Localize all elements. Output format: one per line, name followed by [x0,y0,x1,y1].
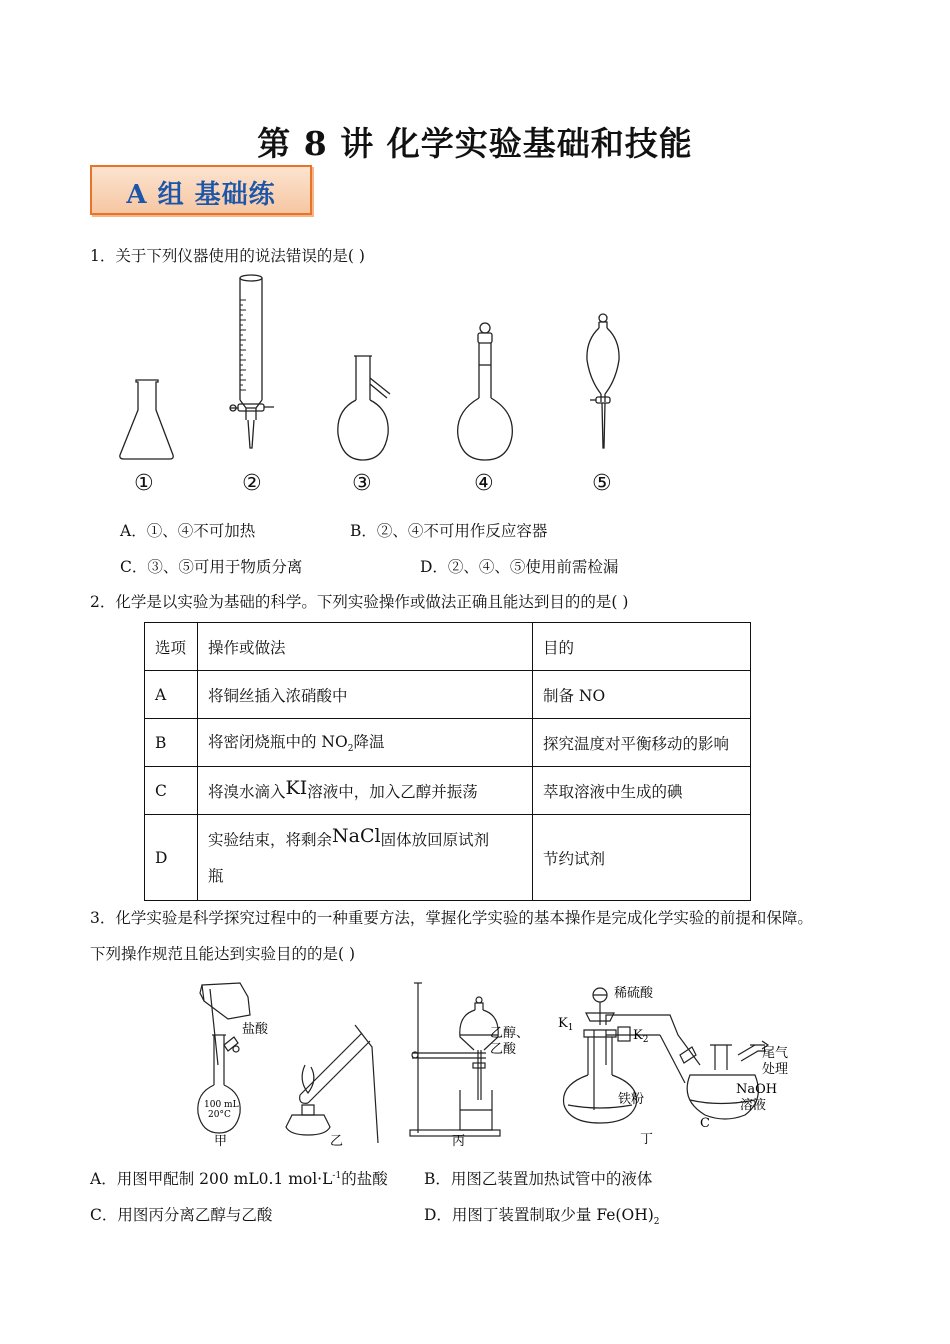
group-label-box [90,165,312,215]
fig-text-ethanol: 乙醇、 [490,1026,530,1041]
row-goal: 节约试剂 [533,815,751,901]
row-option: D [145,815,198,901]
header-option: 选项 [145,623,198,671]
header-operation: 操作或做法 [198,623,533,671]
fig-text-h2so4: 稀硫酸 [614,986,654,1001]
q3-option-c[interactable]: C．用图丙分离乙醇与乙酸 [90,1206,273,1224]
fig-text-gas1: 尾气 [762,1046,789,1061]
table-header-row [145,623,751,671]
ferrous-hydroxide-apparatus-icon [564,988,769,1123]
separatory-funnel-stand-icon [410,983,500,1136]
q1-label-2: ② [242,471,262,496]
row-operation: 将铜丝插入浓硝酸中 [198,671,533,719]
distillation-flask-icon [338,356,390,460]
fig-text-k2: $K_2$ [633,1028,649,1045]
table-row [145,719,751,767]
fig-caption-bing: 丙 [452,1134,466,1149]
page-title: 第 8 讲 化学实验基础和技能 [257,124,693,163]
q1-option-c[interactable]: C．③、⑤可用于物质分离 [120,558,303,576]
q1-label-4: ④ [474,471,494,496]
fig-text-acetic: 乙酸 [490,1042,517,1057]
fig-text-c: C [700,1116,710,1131]
q1-apparatus-figure [100,270,660,470]
row-operation: 将溴水滴入KI溶液中，加入乙醇并振荡 [198,767,533,815]
q3-option-a[interactable]: A．用图甲配制 200 mL0.1 $mol\cdot L^{-1}$的盐酸 [90,1170,388,1188]
table-row [145,815,751,901]
fig-text-k1: $K_1$ [558,1016,574,1033]
q1-option-d[interactable]: D．②、④、⑤使用前需检漏 [420,558,619,576]
fig-caption-jia: 甲 [214,1134,228,1149]
fig-caption-ding: 丁 [640,1132,654,1147]
q3-option-d[interactable]: D．用图丁装置制取少量 $Fe(OH)_2$ [424,1206,660,1228]
group-label: A 组 基础练 [126,180,276,210]
q3-stem-line2: 下列操作规范且能达到实验目的的是( ) [90,945,356,963]
q1-label-3: ③ [352,471,372,496]
row-option: C [145,767,198,815]
q3-option-b[interactable]: B．用图乙装置加热试管中的液体 [424,1170,653,1188]
fig-text-naoh: NaOH [736,1082,778,1097]
q3-stem-line1: 3．化学实验是科学探究过程中的一种重要方法，掌握化学实验的基本操作是完成化学实验的前提和保障。 [90,909,813,927]
q1-label-1: ① [134,471,154,496]
q2-stem: 2．化学是以实验为基础的科学。下列实验操作或做法正确且能达到目的的是( ) [90,593,629,611]
fig-text-gas2: 处理 [762,1062,789,1077]
row-option: B [145,719,198,767]
fig-caption-yi: 乙 [330,1134,344,1149]
row-goal: 制备 NO [533,671,751,719]
fig-text-iron: 铁粉 [618,1092,645,1107]
row-goal: 萃取溶液中生成的碘 [533,767,751,815]
q1-label-5: ⑤ [592,471,612,496]
header-goal: 目的 [533,623,751,671]
row-operation: 实验结束，将剩余NaCl固体放回原试剂 瓶 [198,815,533,901]
burette-icon [230,275,274,448]
test-tube-heating-icon [286,1025,378,1143]
row-option: A [145,671,198,719]
conical-flask-icon [120,380,173,459]
row-goal: 探究温度对平衡移动的影响 [533,719,751,767]
q3-apparatus-figure [190,975,810,1150]
q1-option-a[interactable]: A．①、④不可加热 [120,522,256,540]
fig-text-20c: 20°C [208,1110,231,1120]
table-row [145,767,751,815]
fig-text-hcl: 盐酸 [242,1022,269,1037]
row-operation: 将密闭烧瓶中的 $NO_2$降温 [198,719,533,767]
q2-table [144,622,751,901]
fig-text-100ml: 100 mL [204,1100,239,1110]
q1-stem: 1．关于下列仪器使用的说法错误的是( ) [90,247,365,265]
fig-text-solution: 溶液 [740,1098,767,1113]
volumetric-flask-icon [458,323,513,460]
separatory-funnel-icon [587,314,619,448]
q1-option-b[interactable]: B．②、④不可用作反应容器 [350,522,548,540]
table-row [145,671,751,719]
